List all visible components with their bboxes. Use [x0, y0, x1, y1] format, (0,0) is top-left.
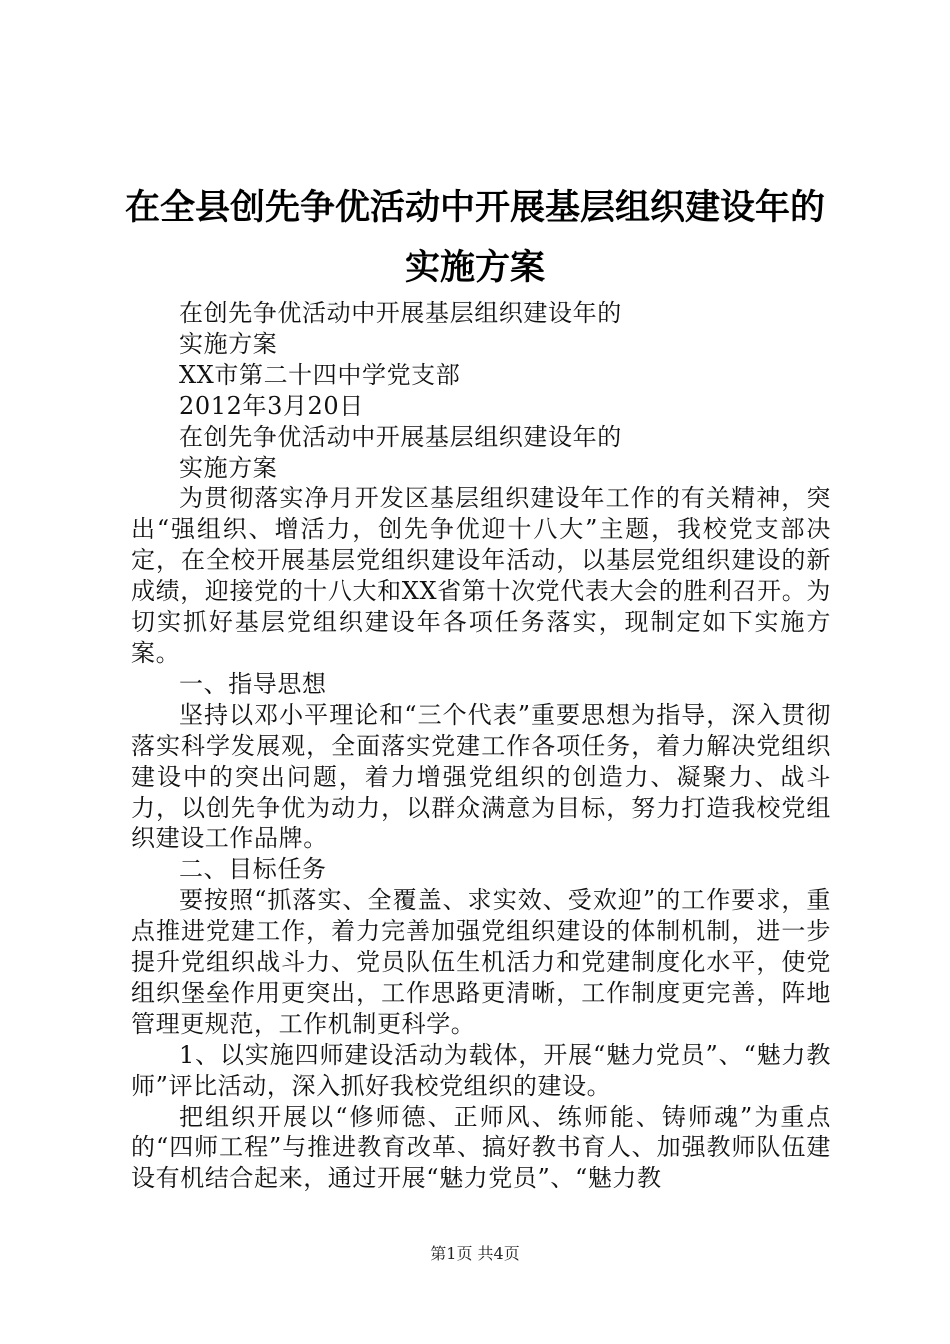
- section-heading-goals-tasks: 二、目标任务: [179, 855, 327, 884]
- issuer: XX市第二十四中学党支部: [179, 360, 461, 389]
- goals-tasks-paragraph: 要按照“抓落实、全覆盖、求实效、受欢迎”的工作要求，重点推进党建工作，着力完善加强党组织建设的体制机制，进一步提升党组织战斗力、党员队伍生机活力和党建制度化水平，使党组织堡垒作用更突出，工作思路更清晰，工作制度更完善，阵地管理更规范，工作机制更科学。: [131, 886, 831, 1038]
- document-title-line-1: 在全县创先争优活动中开展基层组织建设年的: [124, 188, 825, 228]
- section-heading-guiding-thought: 一、指导思想: [179, 669, 327, 698]
- issue-date: 2012年3月20日: [179, 391, 364, 420]
- document-title-line-2: 实施方案: [404, 248, 545, 288]
- guiding-thought-paragraph: 坚持以邓小平理论和“三个代表”重要思想为指导，深入贯彻落实科学发展观，全面落实党建工作各项任务，着力解决党组织建设中的突出问题，着力增强党组织的创造力、凝聚力、战斗力，以创先争优为动力，以群众满意为目标，努力打造我校党组织建设工作品牌。: [131, 700, 831, 853]
- subtitle-line-1: 在创先争优活动中开展基层组织建设年的: [179, 299, 622, 327]
- subtitle-repeat-line-2: 实施方案: [179, 453, 278, 482]
- task-item-1-paragraph: 把组织开展以“修师德、正师风、练师能、铸师魂”为重点的“四师工程”与推进教育改革、搞好教书育人、加强教师队伍建设有机结合起来，通过开展“魅力党员”、“魅力教: [131, 1102, 831, 1193]
- page-number-footer: 第1页 共4页: [430, 1244, 520, 1263]
- document-body: [131, 298, 831, 1194]
- task-item-1: 1、以实施四师建设活动为载体，开展“魅力党员”、“魅力教师”评比活动，深入抓好我校党组织的建设。: [131, 1040, 831, 1100]
- subtitle-repeat-line-1: 在创先争优活动中开展基层组织建设年的: [179, 422, 622, 451]
- intro-paragraph: 为贯彻落实净月开发区基层组织建设年工作的有关精神，突出“强组织、增活力，创先争优迎十八大”主题，我校党支部决定，在全校开展基层党组织建设年活动，以基层党组织建设的新成绩，迎接党的十八大和XX省第十次党代表大会的胜利召开。为切实抓好基层党组织建设年各项任务落实，现制定如下实施方案。: [131, 484, 831, 667]
- subtitle-line-2: 实施方案: [179, 329, 278, 358]
